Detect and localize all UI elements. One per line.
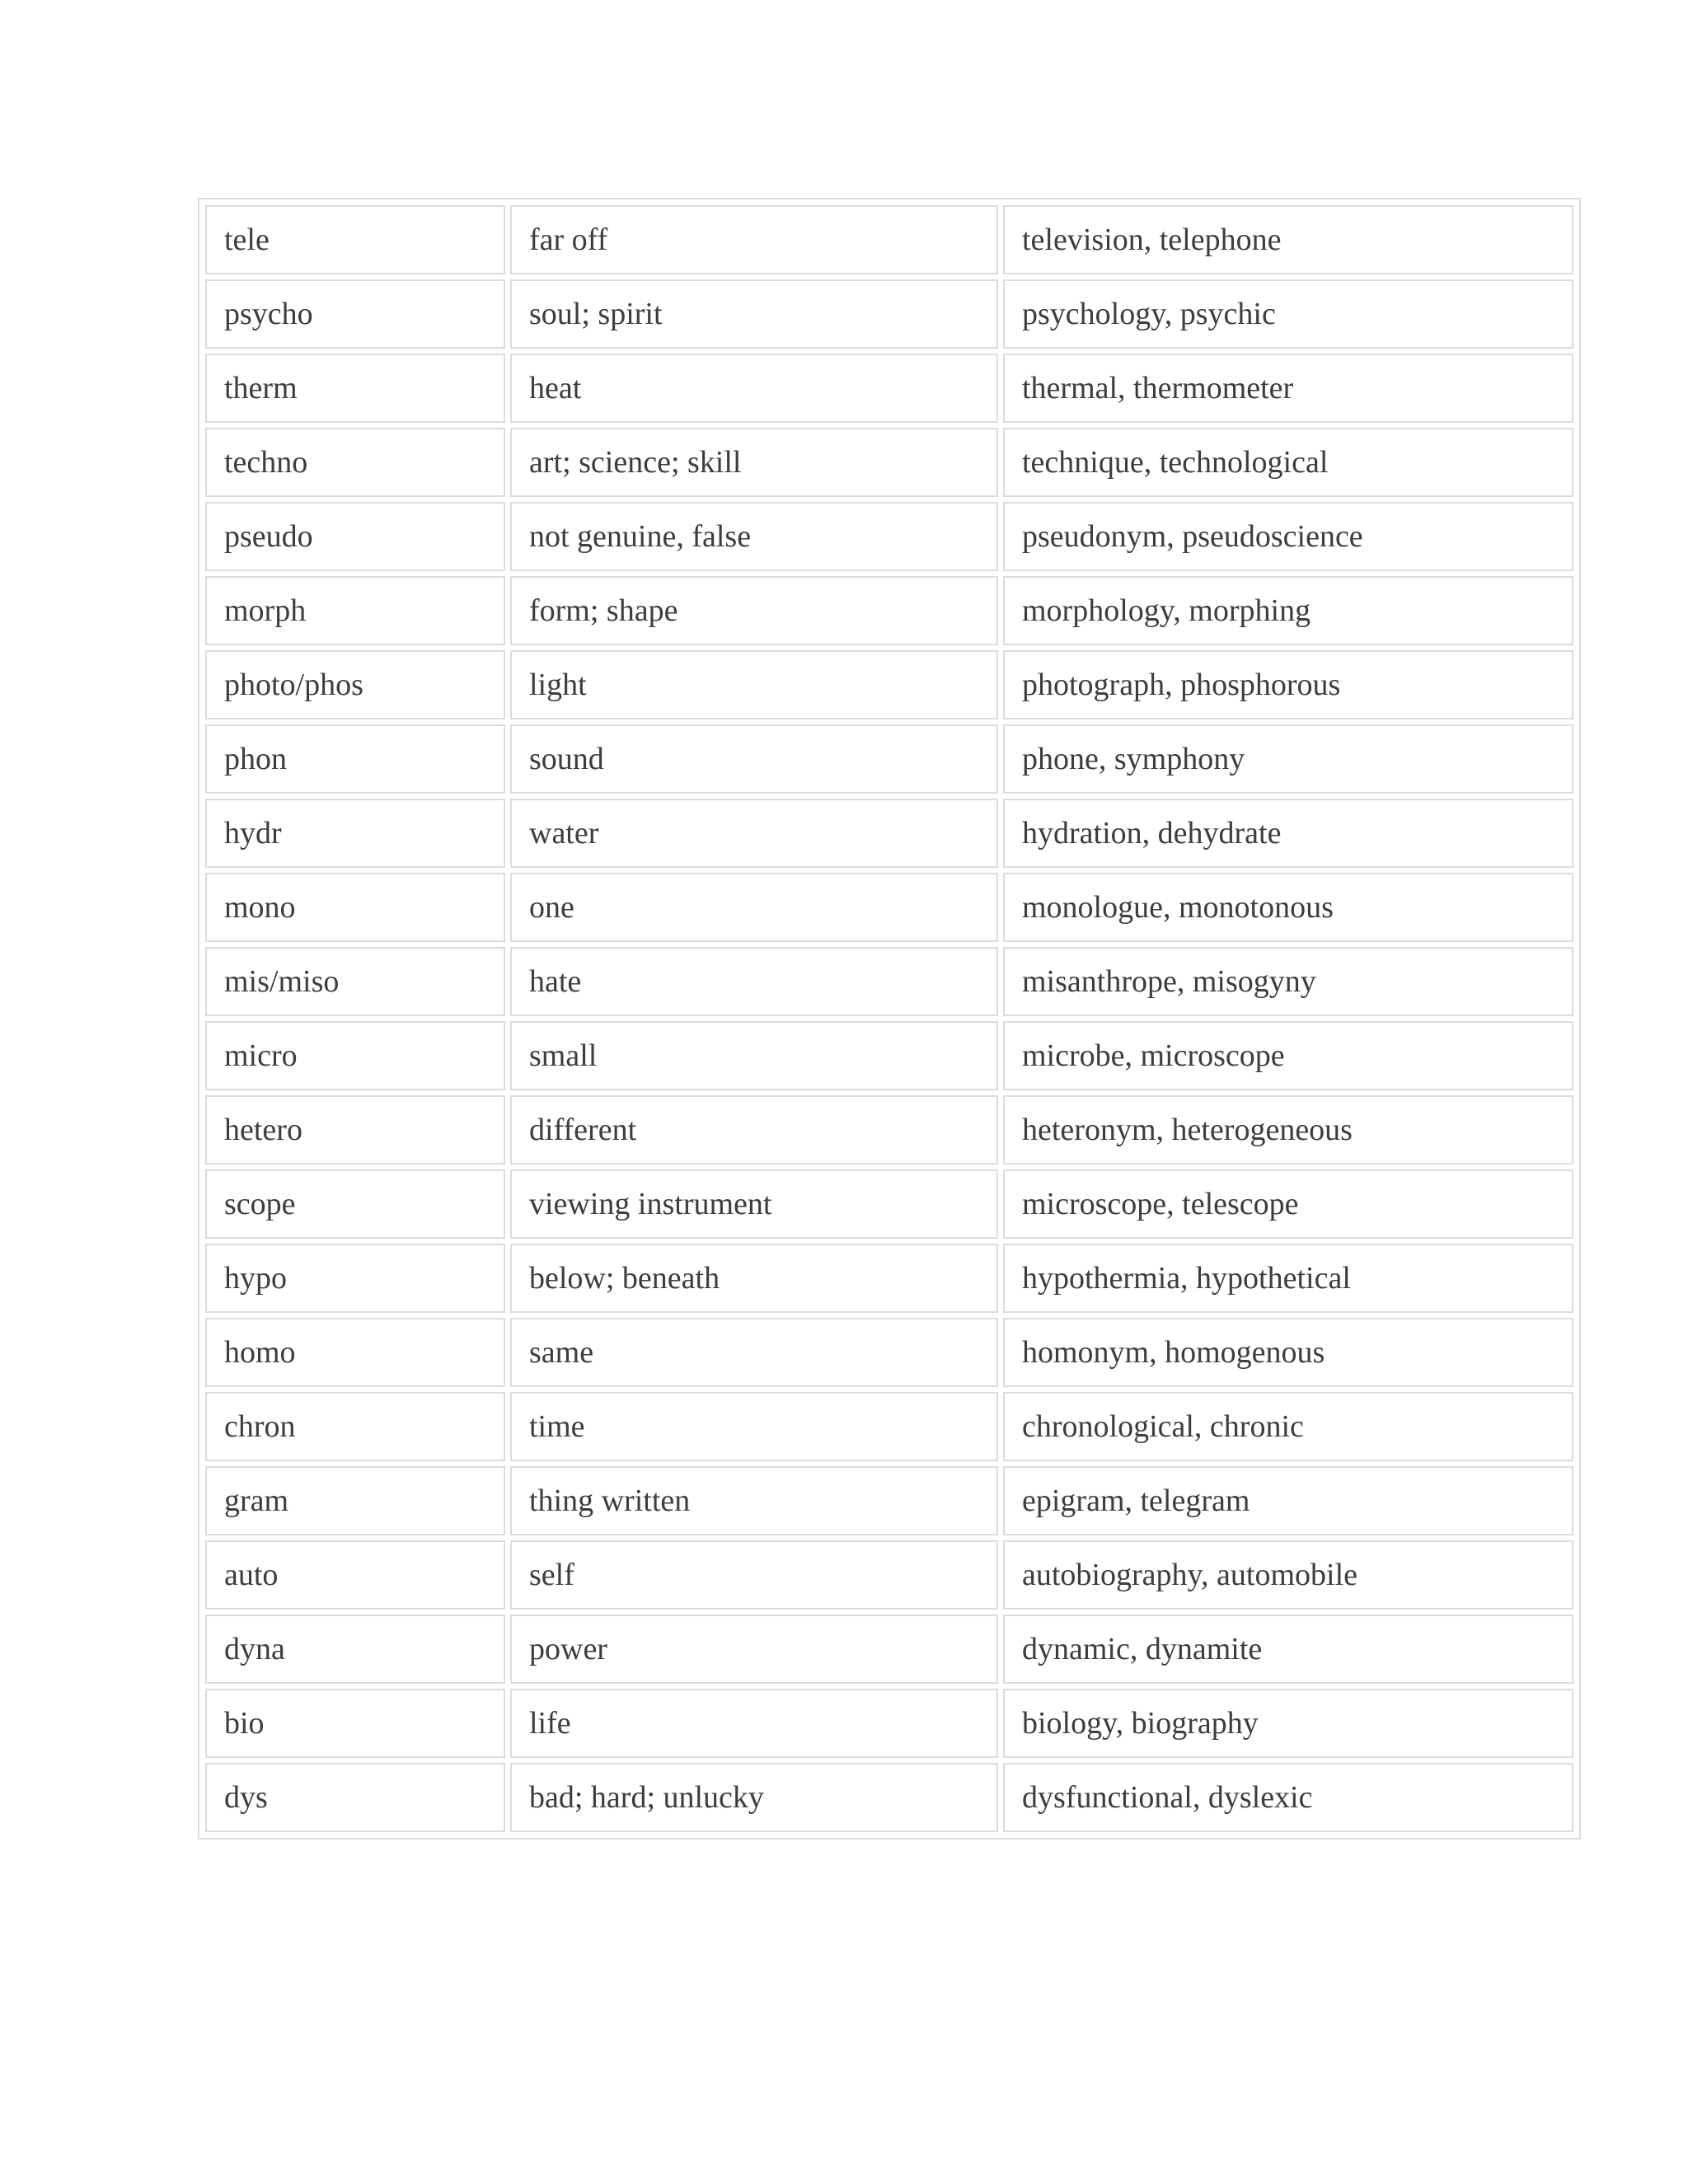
examples-cell: psychology, psychic <box>1003 279 1573 349</box>
root-cell: mono <box>205 873 505 942</box>
root-cell: phon <box>205 724 505 794</box>
root-cell: auto <box>205 1540 505 1610</box>
table-row <box>205 1095 1573 1165</box>
meaning-cell: water <box>510 799 998 868</box>
meaning-cell: time <box>510 1392 998 1461</box>
examples-cell: morphology, morphing <box>1003 576 1573 645</box>
root-cell: therm <box>205 354 505 423</box>
meaning-cell: hate <box>510 947 998 1016</box>
examples-cell: heteronym, heterogeneous <box>1003 1095 1573 1165</box>
root-cell: dys <box>205 1763 505 1832</box>
meaning-cell: viewing instrument <box>510 1169 998 1239</box>
root-words-table-frame <box>198 198 1581 1840</box>
root-cell: pseudo <box>205 502 505 571</box>
examples-cell: phone, symphony <box>1003 724 1573 794</box>
examples-cell: chronological, chronic <box>1003 1392 1573 1461</box>
examples-cell: hydration, dehydrate <box>1003 799 1573 868</box>
table-row <box>205 650 1573 719</box>
meaning-cell: life <box>510 1689 998 1758</box>
table-row <box>205 1318 1573 1387</box>
meaning-cell: small <box>510 1021 998 1090</box>
table-row <box>205 724 1573 794</box>
root-cell: morph <box>205 576 505 645</box>
root-cell: dyna <box>205 1615 505 1684</box>
table-row <box>205 1615 1573 1684</box>
meaning-cell: below; beneath <box>510 1244 998 1313</box>
table-row <box>205 1466 1573 1535</box>
root-cell: chron <box>205 1392 505 1461</box>
table-row <box>205 1540 1573 1610</box>
meaning-cell: thing written <box>510 1466 998 1535</box>
table-row <box>205 1763 1573 1832</box>
meaning-cell: sound <box>510 724 998 794</box>
root-cell: homo <box>205 1318 505 1387</box>
table-row <box>205 354 1573 423</box>
root-cell: psycho <box>205 279 505 349</box>
table-body <box>205 205 1573 1832</box>
table-row <box>205 279 1573 349</box>
root-cell: hetero <box>205 1095 505 1165</box>
examples-cell: biology, biography <box>1003 1689 1573 1758</box>
meaning-cell: not genuine, false <box>510 502 998 571</box>
table-row <box>205 205 1573 274</box>
meaning-cell: light <box>510 650 998 719</box>
table-row <box>205 1021 1573 1090</box>
table-row <box>205 576 1573 645</box>
examples-cell: homonym, homogenous <box>1003 1318 1573 1387</box>
root-cell: techno <box>205 428 505 497</box>
meaning-cell: art; science; skill <box>510 428 998 497</box>
meaning-cell: far off <box>510 205 998 274</box>
meaning-cell: bad; hard; unlucky <box>510 1763 998 1832</box>
examples-cell: epigram, telegram <box>1003 1466 1573 1535</box>
examples-cell: autobiography, automobile <box>1003 1540 1573 1610</box>
examples-cell: hypothermia, hypothetical <box>1003 1244 1573 1313</box>
table-row <box>205 947 1573 1016</box>
examples-cell: pseudonym, pseudoscience <box>1003 502 1573 571</box>
root-cell: hypo <box>205 1244 505 1313</box>
table-row <box>205 873 1573 942</box>
meaning-cell: one <box>510 873 998 942</box>
root-cell: gram <box>205 1466 505 1535</box>
table-row <box>205 1169 1573 1239</box>
meaning-cell: different <box>510 1095 998 1165</box>
examples-cell: television, telephone <box>1003 205 1573 274</box>
table-row <box>205 502 1573 571</box>
meaning-cell: form; shape <box>510 576 998 645</box>
root-cell: micro <box>205 1021 505 1090</box>
root-cell: mis/miso <box>205 947 505 1016</box>
examples-cell: microscope, telescope <box>1003 1169 1573 1239</box>
meaning-cell: soul; spirit <box>510 279 998 349</box>
meaning-cell: power <box>510 1615 998 1684</box>
meaning-cell: same <box>510 1318 998 1387</box>
root-cell: scope <box>205 1169 505 1239</box>
root-cell: tele <box>205 205 505 274</box>
meaning-cell: heat <box>510 354 998 423</box>
meaning-cell: self <box>510 1540 998 1610</box>
root-cell: bio <box>205 1689 505 1758</box>
table-row <box>205 428 1573 497</box>
root-words-table <box>200 200 1578 1837</box>
root-cell: hydr <box>205 799 505 868</box>
table-row <box>205 799 1573 868</box>
examples-cell: dynamic, dynamite <box>1003 1615 1573 1684</box>
root-cell: photo/phos <box>205 650 505 719</box>
examples-cell: dysfunctional, dyslexic <box>1003 1763 1573 1832</box>
examples-cell: technique, technological <box>1003 428 1573 497</box>
table-row <box>205 1392 1573 1461</box>
table-row <box>205 1689 1573 1758</box>
examples-cell: photograph, phosphorous <box>1003 650 1573 719</box>
examples-cell: microbe, microscope <box>1003 1021 1573 1090</box>
examples-cell: monologue, monotonous <box>1003 873 1573 942</box>
examples-cell: thermal, thermometer <box>1003 354 1573 423</box>
table-row <box>205 1244 1573 1313</box>
examples-cell: misanthrope, misogyny <box>1003 947 1573 1016</box>
